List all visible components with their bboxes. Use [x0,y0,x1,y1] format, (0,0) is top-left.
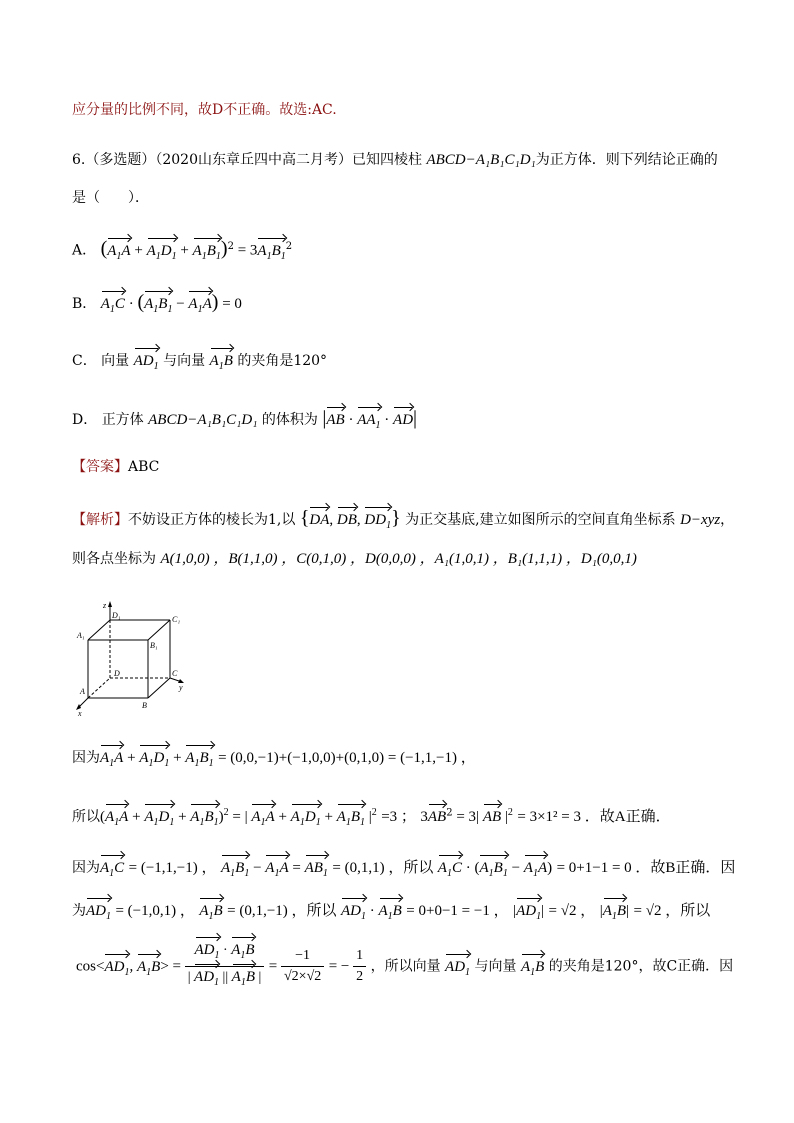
calc5a: ，所以向量 [370,958,441,975]
question-tag: （多选题）（2020山东章丘四中高二月考）已知四棱柱 [85,152,422,168]
calc2a: =3 ； [381,809,416,825]
calc2-prefix: 所以 [72,809,100,825]
calc-line-3: 因为$A_1C = (-1,1,-1)$ ， $A_1B_1 - A_1A = AB_1 = (0,1,1)$ ，所以 $A_1C \cdot (A_1B_1 - A_1A) = 0+1-1 = 0$ ．故B正确．因 [72,858,735,884]
analysis-text1: 不妨设正方体的棱长为1,以 [128,512,296,528]
coords-intro: 则各点坐标为 [72,551,156,567]
fig-label-x: x [78,709,82,716]
fig-label-z: z [103,601,107,610]
question-number: 6. [72,152,86,168]
question-6-stem [72,150,718,170]
half-fraction: $\frac{1}{2}$ [353,946,366,987]
coords-values: A(1,0,0) ，B(1,1,0) ，C(0,1,0) ，D(0,0,0) ，A₁(1,0,1) ，B₁(1,1,1) ，D₁(0,0,1) [160,551,637,567]
option-c: C． 向量 $AD_1$ 与向量 $A_1B$ 的夹角是120° [72,351,327,377]
calc4c: = 0+0−1 = −1 ， [406,903,509,919]
calc-line-5: $\cos<AD_1$, $A_1B>$ = $\frac{AD_1 \cdot A_1B}{| AD_1 || A_1B |}$ = $\frac{-1}{√2\times√2}$ = − $\frac{1}{2}$ ，所以向量 $AD_1$ 与向量 $A_1B$ 的夹角是120°，故C正确．因 [76,940,733,993]
analysis-label: 【解析】 [72,512,128,528]
cube-name: ABCD−A₁B₁C₁D₁ [426,152,536,168]
calc4b: = (0,1,−1) ，所以 [227,903,337,919]
fig-label-a: A [80,687,85,696]
fig-label-d1: D₁ [112,611,121,620]
calc3c: = 0+1−1 = 0 ．故B正确．因 [556,860,736,876]
option-a: A． $(A_1A + A_1D_1 + A_1B_1)^2 = 3A_1B_1^2$ [72,237,292,267]
calc1-result: = (0,0,−1)+(−1,0,0)+(0,1,0) = (−1,1,−1) ， [218,750,476,766]
option-d: D． 正方体 ABCD−A₁B₁C₁D₁ 的体积为 $|AB \cdot AA_1 \cdot AD|$ [72,408,417,436]
calc4a: = (−1,0,1) ， [115,903,195,919]
option-a-label: A． [72,242,97,259]
question-stem-tail: 为正方体．则下列结论正确的 [535,152,718,168]
cos-prefix: cos [76,958,96,975]
calc-line-2: 所以$(A_1A + A_1D_1 + A_1B_1)^2$ = | $A_1A + A_1D_1 + A_1B_1$ $|^2 =3$ ； $3AB^2 = 3|$ AB $|^2 = 3\times 1^2 = 3$ ．故A正确． [72,803,671,833]
calc-line-4: 为$AD_1 = (-1,0,1)$ ， $A_1B = (0,1,-1)$ ，所以 $AD_1 \cdot A_1B = 0+0-1 = -1$ ， $|AD_1| = √2$ ， $|A_1B| = √2$ ，所以 [72,901,710,927]
analysis-coords [72,549,637,569]
analysis-line1: 【解析】不妨设正方体的棱长为1,以 {DA, DB, $DD_1$} 为正交基底,建立如图所示的空间直角坐标系 D−xyz， [72,508,734,536]
option-d-cube: ABCD−A₁B₁C₁D₁ [148,412,258,428]
option-c-text1: 向量 [101,353,130,369]
option-c-label: C． [72,353,97,369]
fig-label-d: D [114,669,120,678]
calc4e: = √2 ，所以 [633,903,711,919]
prev-conclusion: 应分量的比例不同，故D不正确。故选:AC. [72,102,337,118]
fig-label-c1: C₁ [172,615,181,624]
answer-value: ABC [128,459,160,475]
fig-label-a1: A₁ [77,631,85,640]
cube-figure [72,598,192,716]
calc2b: = 3×1² = 3 ．故A正确． [517,809,671,825]
option-b: B． $A_1C \cdot (A_1B_1 - A_1A) = 0$ [72,292,242,320]
fig-label-c: C [172,669,178,678]
option-c-text2: 与向量 [163,353,206,369]
calc4-prefix: 为 [72,903,86,919]
answer-line [72,457,159,477]
fig-label-b1: B₁ [150,641,158,650]
calc3a: = (−1,1,−1) ， [128,860,217,876]
calc3b: = (0,1,1) ，所以 [332,860,434,876]
answer-label: 【答案】 [72,459,128,475]
calc5b: 与向量 [474,958,517,975]
value-fraction: $\frac{-1}{√2\times√2}$ [281,946,324,987]
cos-fraction: $\frac{AD_1 \cdot A_1B}{| AD_1 || A_1B |}$ [185,940,265,993]
coord-system: D−xyz [680,512,721,528]
option-d-text1: 正方体 [101,412,144,428]
calc4d: = √2 ， [548,903,596,919]
option-d-text2: 的体积为 [261,412,318,428]
fig-label-y: y [179,683,183,692]
option-b-label: B． [72,296,97,312]
fig-label-b: B [142,701,147,710]
calc-line-1: 因为$A_1A + A_1D_1 + A_1B_1 = (0,0,-1)+(-1,0,0)+(0,1,0) = (-1,1,-1)$ ， [72,748,476,774]
analysis-text2: 为正交基底,建立如图所示的空间直角坐标系 [405,512,676,528]
option-c-text3: 的夹角是120° [237,353,328,369]
question-6-stem-line2: 是（ ）． [72,190,149,206]
calc5c: 的夹角是120°，故C正确．因 [548,958,734,975]
calc3-prefix: 因为 [72,860,100,876]
option-d-label: D． [72,412,98,428]
calc1-prefix: 因为 [72,750,100,766]
